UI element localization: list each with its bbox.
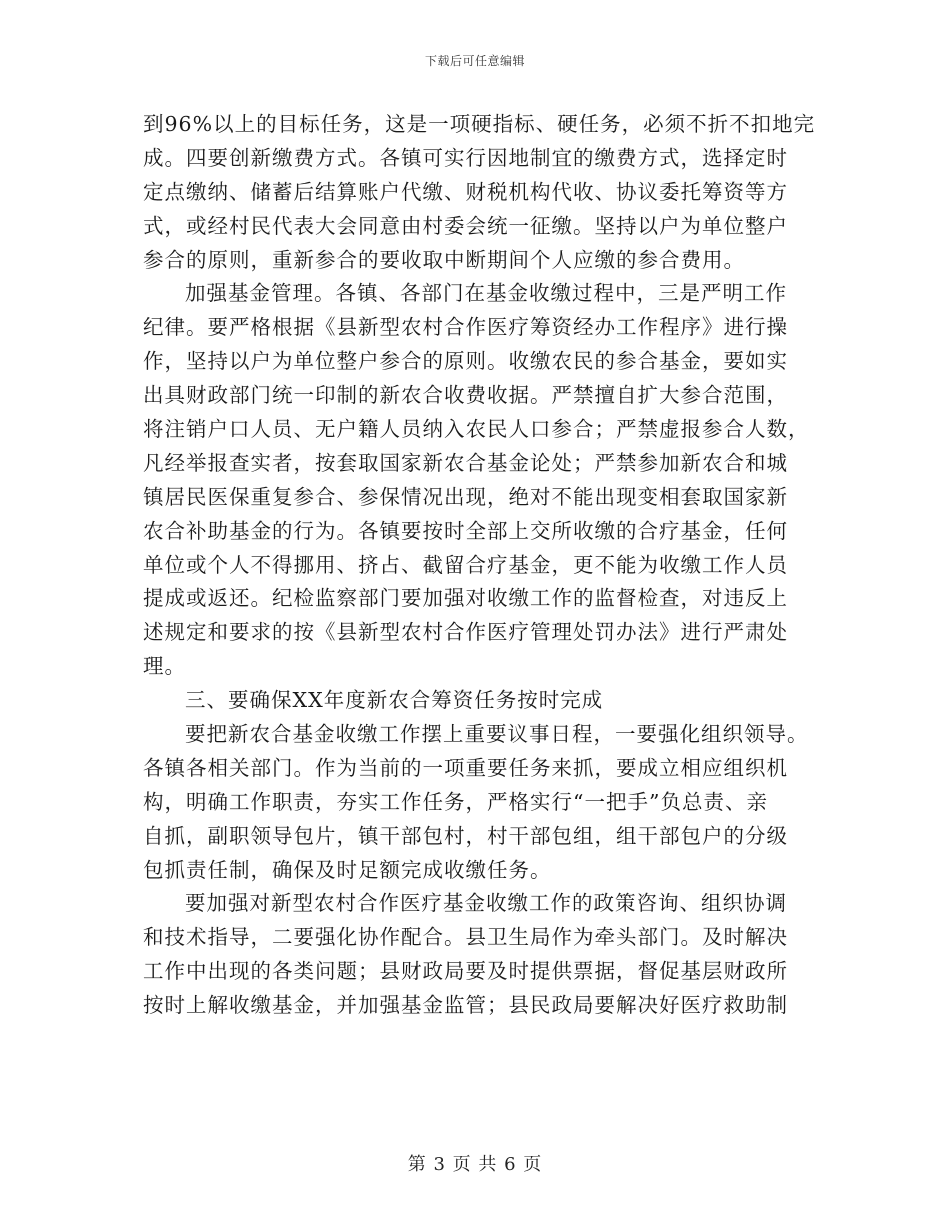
paragraph (143, 684, 807, 718)
text-line: 按时上解收缴基金，并加强基金监管；县民政局要解决好医疗救助制 (143, 993, 788, 1018)
paragraph (143, 718, 807, 887)
text-line: 述规定和要求的按《县新型农村合作医疗管理处罚办法》进行严肃处 (143, 620, 788, 645)
text-line: 到96%以上的目标任务，这是一项硬指标、硬任务，必须不折不扣地完 (143, 112, 816, 136)
text-line: 三、要确保XX年度新农合筹资任务按时完成 (185, 688, 604, 713)
text-line: 农合补助基金的行为。各镇要按时全部上交所收缴的合疗基金，任何 (143, 518, 788, 543)
text-line: 参合的原则，重新参合的要收取中断期间个人应缴的参合费用。 (143, 247, 745, 272)
text-line: 理。 (143, 654, 186, 679)
page-header: 下载后可任意编辑 (424, 54, 525, 68)
text-line: 加强基金管理。各镇、各部门在基金收缴过程中，三是严明工作 (185, 281, 787, 306)
text-line: 构，明确工作职责，夯实工作任务，严格实行“一把手”负总责、亲 (143, 789, 768, 814)
text-line: 和技术指导，二要强化协作配合。县卫生局作为牵头部门。及时解决 (143, 925, 788, 950)
text-line: 自抓，副职领导包片，镇干部包村，村干部包组，组干部包户的分级 (143, 823, 788, 848)
text-line: 工作中出现的各类问题；县财政局要及时提供票据，督促基层财政所 (143, 959, 788, 984)
paragraph (143, 108, 816, 277)
text-line: 包抓责任制，确保及时足额完成收缴任务。 (143, 857, 552, 882)
paragraph (143, 277, 810, 684)
paragraph (143, 887, 807, 1023)
text-line: 出具财政部门统一印制的新农合收费收据。严禁擅自扩大参合范围， (143, 383, 788, 408)
text-line: 提成或返还。纪检监察部门要加强对收缴工作的监督检查，对违反上 (143, 586, 788, 611)
text-line: 定点缴纳、储蓄后结算账户代缴、财税机构代收、协议委托筹资等方 (143, 179, 788, 204)
text-line: 将注销户口人员、无户籍人员纳入农民人口参合；严禁虚报参合人数， (143, 417, 810, 442)
text-line: 要加强对新型农村合作医疗基金收缴工作的政策咨询、组织协调 (185, 891, 787, 916)
text-line: 镇居民医保重复参合、参保情况出现，绝对不能出现变相套取国家新 (143, 484, 788, 509)
text-line: 纪律。要严格根据《县新型农村合作医疗筹资经办工作程序》进行操 (143, 315, 788, 340)
text-line: 作，坚持以户为单位整户参合的原则。收缴农民的参合基金，要如实 (143, 349, 788, 374)
document-body (143, 108, 816, 1023)
text-line: 凡经举报查实者，按套取国家新农合基金论处；严禁参加新农合和城 (143, 450, 788, 475)
text-line: 单位或个人不得挪用、挤占、截留合疗基金，更不能为收缴工作人员 (143, 552, 788, 577)
text-line: 要把新农合基金收缴工作摆上重要议事日程，一要强化组织领导。 (185, 722, 809, 747)
page-footer: 第 3 页 共 6 页 (407, 1154, 543, 1175)
text-line: 成。四要创新缴费方式。各镇可实行因地制宜的缴费方式，选择定时 (143, 145, 788, 170)
text-line: 式，或经村民代表大会同意由村委会统一征缴。坚持以户为单位整户 (143, 213, 788, 238)
text-line: 各镇各相关部门。作为当前的一项重要任务来抓，要成立相应组织机 (143, 755, 788, 780)
